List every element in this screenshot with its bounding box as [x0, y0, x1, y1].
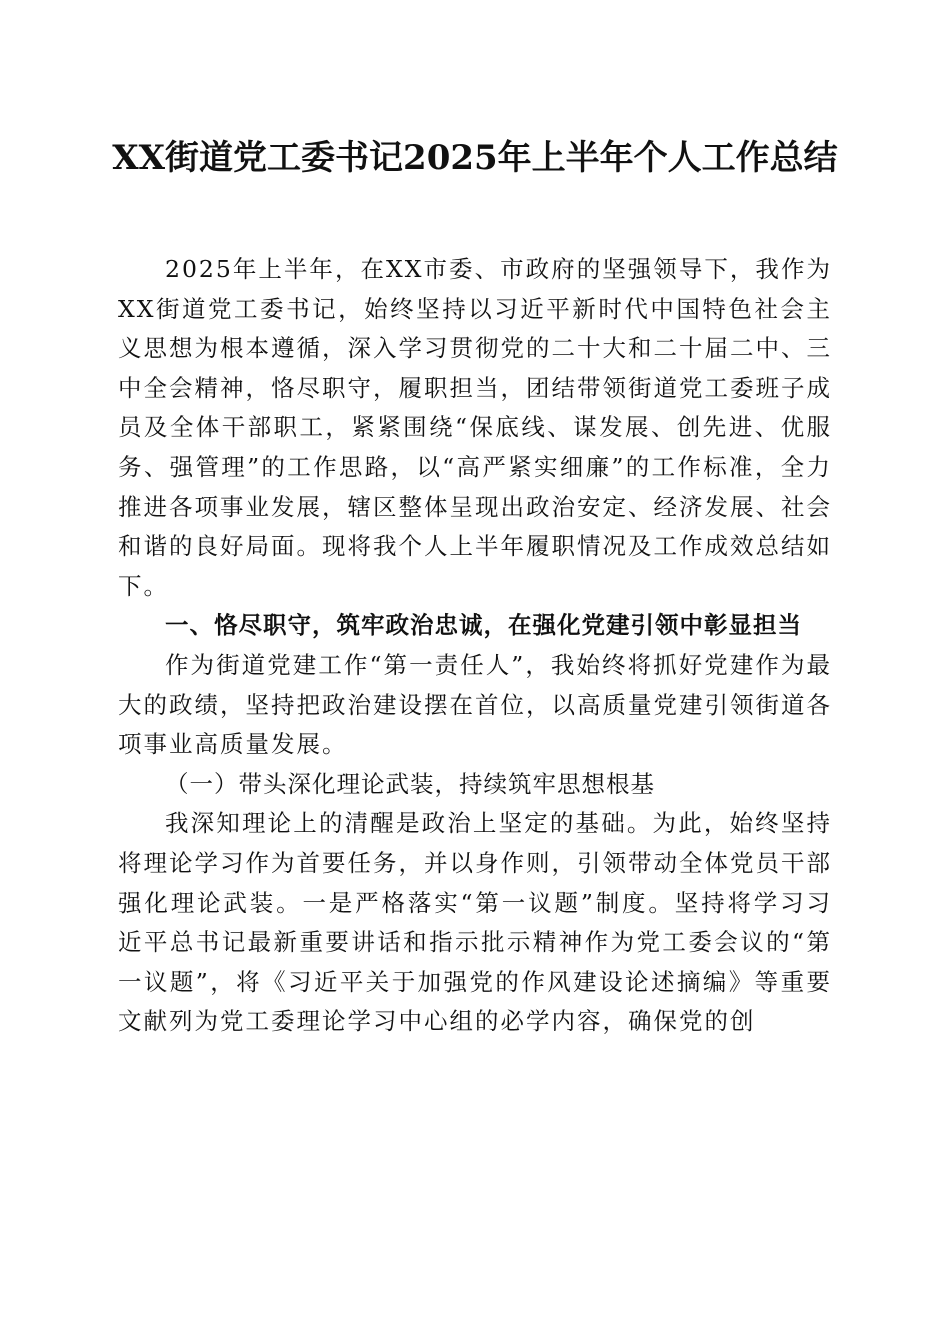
subsection-1-paragraph: 我深知理论上的清醒是政治上坚定的基础。为此，始终坚持将理论学习作为首要任务，并以身作则，引领带动全体党员干部强化理论武装。一是严格落实“第一议题”制度。坚持将学习习近平总书记最新重要讲话和指示批示精神作为党工委会议的“第一议题”，将《习近平关于加强党的作风建设论述摘编》等重要文献列为党工委理论学习中心组的必学内容，确保党的创	[118, 809, 832, 1036]
section-heading-1: 一、恪尽职守，筑牢政治忠诚，在强化党建引领中彰显担当	[165, 611, 802, 640]
intro-paragraph: 2025年上半年，在XX市委、市政府的坚强领导下，我作为XX街道党工委书记，始终坚持以习近平新时代中国特色社会主义思想为根本遵循，深入学习贯彻党的二十大和二十届二中、三中全会精神，恪尽职守，履职担当，团结带领街道党工委班子成员及全体干部职工，紧紧围绕“保底线、谋发展、创先进、优服务、强管理”的工作思路，以“高严紧实细廉”的工作标准，全力推进各项事业发展，辖区整体呈现出政治安定、经济发展、社会和谐的良好局面。现将我个人上半年履职情况及工作成效总结如下。	[118, 255, 832, 600]
document-body	[118, 250, 832, 1042]
section-1-paragraph: 作为街道党建工作“第一责任人”，我始终将抓好党建作为最大的政绩，坚持把政治建设摆在首位，以高质量党建引领街道各项事业高质量发展。	[118, 650, 832, 759]
subsection-heading-1: （一）带头深化理论武装，持续筑牢思想根基	[165, 769, 655, 798]
document-title: XX街道党工委书记2025年上半年个人工作总结	[112, 138, 838, 178]
